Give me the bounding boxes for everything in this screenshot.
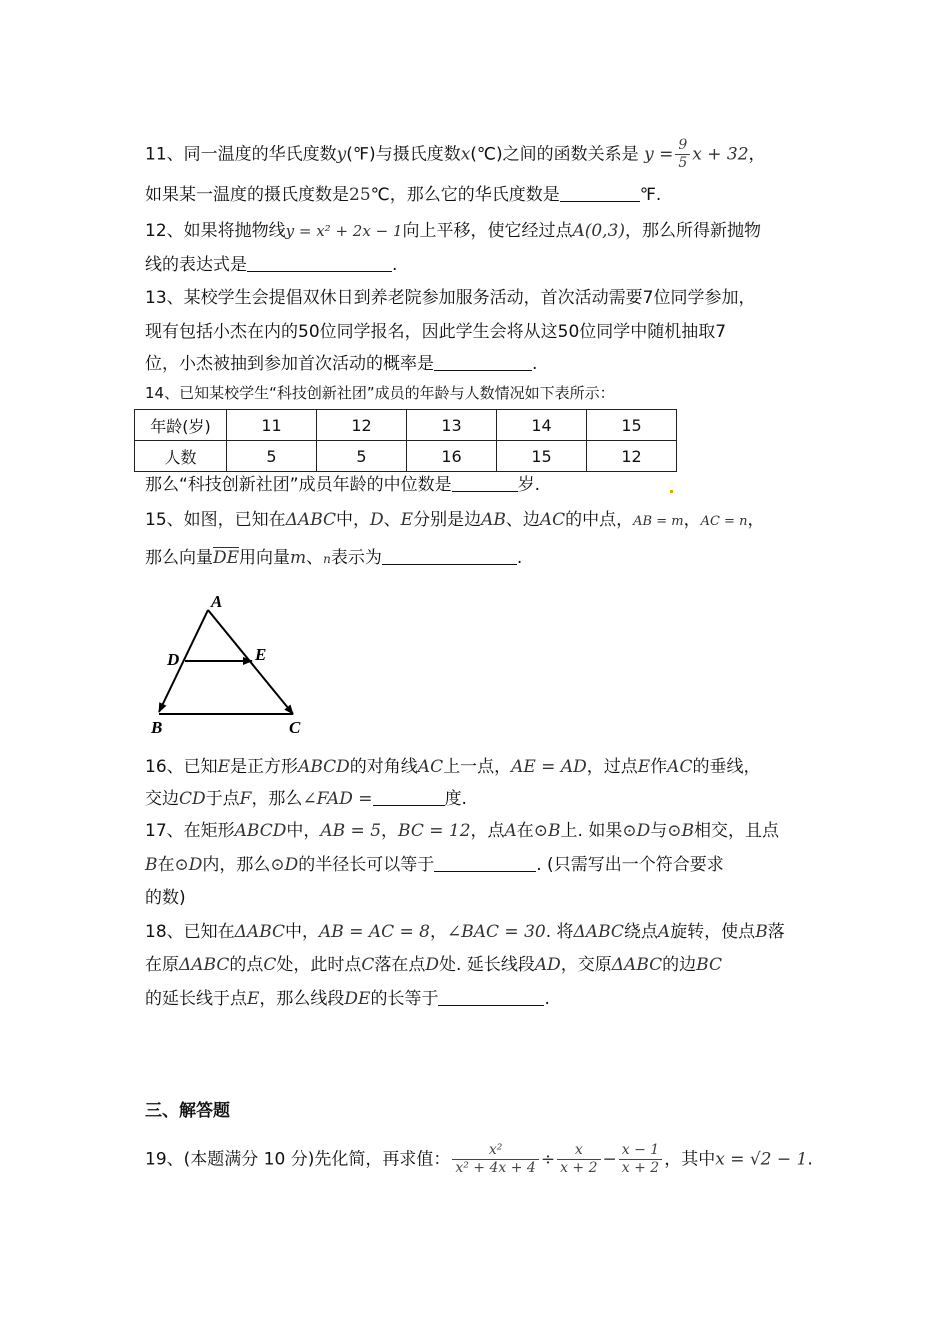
q19-punct: . [807, 1149, 813, 1170]
q12-line2 [145, 253, 825, 277]
q15-sep: 、 [306, 548, 324, 568]
q14-intro: 14、已知某校学生“科技创新社团”成员的年龄与人数情况如下表所示： [145, 384, 615, 402]
q11-text: 11、同一温度的华氏度数 [145, 144, 337, 165]
q17-text: 在 [157, 855, 175, 875]
q17-text: 上. 如果 [560, 821, 623, 841]
q15-text: 表示为 [330, 548, 382, 568]
q11-unit-f: (℉) [346, 144, 376, 165]
q15-m: m [290, 548, 307, 568]
q19-f1-num: x² [452, 1142, 538, 1160]
q15-eq2: AC = n [700, 514, 748, 529]
q18-text: 落 [767, 922, 785, 942]
q11-temp: 25 [349, 185, 371, 205]
q18-text: 在原 [145, 955, 179, 975]
q15-e: E [400, 510, 414, 530]
q18-text: 的点 [229, 955, 264, 975]
q16-text: ，过点 [586, 757, 638, 777]
q12-point: A(0,3) [572, 221, 626, 241]
q19-fraction-3 [619, 1142, 662, 1177]
label-e: E [255, 645, 267, 664]
q19-line [145, 1142, 825, 1177]
q16-abcd: ABCD [298, 757, 350, 777]
table-row [135, 441, 677, 472]
q11-answer-blank[interactable] [560, 183, 640, 202]
q17-text: 在 [516, 821, 534, 841]
q18-c: C [263, 955, 277, 975]
q16-ac: AC [417, 757, 444, 777]
q15-vector-de: $\overline{DE}$ [213, 548, 240, 568]
q19-text: ，其中 [664, 1149, 716, 1170]
q18-text: . 将 [545, 922, 574, 942]
q15-text: 分别是边 [413, 510, 482, 530]
q15-comma: ， [683, 510, 701, 530]
table-cell: 12 [587, 441, 677, 472]
table-cell: 5 [227, 441, 317, 472]
q18-c: C [361, 955, 375, 975]
q18-e: E [247, 989, 260, 1009]
q12-answer-blank[interactable] [247, 253, 392, 272]
q15-line1 [145, 508, 825, 534]
q15-text: 用向量 [239, 548, 291, 568]
q16-text: 于点 [205, 789, 240, 809]
q11-line1 [145, 137, 825, 172]
label-a: A [211, 592, 223, 611]
q17-line2 [145, 853, 825, 877]
q16-text: 作 [650, 757, 668, 777]
q11-punct: ， [748, 144, 766, 165]
q17-text: 相交，且点 [693, 821, 779, 841]
q16-eq: AE = AD [511, 757, 587, 777]
q19-f2-den: x + 2 [560, 1160, 598, 1176]
q17-text: 内，那么 [202, 855, 271, 875]
q16-text: ，那么 [251, 789, 303, 809]
q19-f3-den: x + 2 [621, 1160, 660, 1176]
q11-formula-lhs: y = [644, 144, 674, 165]
q11-var-x: x [460, 144, 471, 165]
table-cell: 11 [227, 410, 317, 441]
q16-answer-blank[interactable] [373, 787, 445, 806]
q16-angle: ∠FAD = [302, 789, 373, 809]
q15-eq1: AB = m [633, 514, 684, 529]
q18-line2 [145, 953, 825, 977]
q11-line2 [145, 183, 825, 207]
q15-text: 的中点， [565, 510, 634, 530]
q16-text: 的垂线， [692, 757, 761, 777]
q18-text: ，交原 [560, 955, 612, 975]
q12-text: 线的表达式是 [145, 255, 247, 275]
q19-minus: − [602, 1149, 617, 1170]
table-header-age: 年龄(岁) [135, 410, 227, 441]
q15-text: 15、如图，已知在 [145, 510, 286, 530]
q18-text: 绕点 [623, 922, 658, 942]
q19-f3-num: x − 1 [619, 1142, 662, 1160]
q11-frac-num: 9 [675, 137, 690, 155]
q12-text: 向上平移，使它经过点 [402, 221, 573, 241]
q12-text: ，那么所得新抛物 [625, 221, 762, 241]
q17-bc: BC = 12 [398, 821, 471, 841]
section-title: 三、解答题 [145, 1101, 230, 1121]
q15-n: n [323, 552, 331, 566]
q17-answer-blank[interactable] [434, 853, 536, 872]
q17-circle-b: ⊙B [667, 821, 694, 841]
q13-line3 [145, 352, 825, 376]
q17-text: 的半径长可以等于 [298, 855, 435, 875]
q15-sep: 、 [383, 510, 401, 530]
q18-text: 的边 [662, 955, 697, 975]
q11-unit-end: ℉. [639, 185, 662, 205]
q11-text: 之间的函数关系是 [502, 144, 639, 165]
q16-line2 [145, 787, 825, 811]
q16-line1 [145, 755, 825, 779]
q16-text: 是正方形 [230, 757, 299, 777]
q18-text: 落在点 [374, 955, 426, 975]
q16-text: 上一点， [443, 757, 512, 777]
q15-text: 、边 [505, 510, 540, 530]
q18-ad: AD [534, 955, 561, 975]
q17-circle-d: ⊙D [622, 821, 651, 841]
q15-text: 中， [336, 510, 371, 530]
q17-circle-d: ⊙D [270, 855, 299, 875]
q16-text: 交边 [145, 789, 179, 809]
q13-punct: . [532, 354, 538, 374]
q12-punct: . [392, 255, 398, 275]
q18-de: DE [344, 989, 371, 1009]
q13-text: 位，小杰被抽到参加首次活动的概率是 [145, 354, 434, 374]
q15-d: D [370, 510, 384, 530]
q19-condition: x = √2 − 1 [715, 1149, 808, 1170]
q16-unit: 度. [444, 789, 467, 809]
q18-tri: ΔABC [611, 955, 663, 975]
q12-formula: y = x² + 2x − 1 [285, 222, 403, 240]
q18-text: 处. 延长线段 [439, 955, 535, 975]
q11-unit-c: (℃) [470, 144, 503, 165]
q18-bc: BC [696, 955, 722, 975]
q18-text: 的延长线于点 [145, 989, 247, 1009]
q19-div: ÷ [540, 1149, 556, 1170]
q19-f2-num: x [557, 1142, 600, 1160]
q18-a: A [657, 922, 671, 942]
q18-eq1: AB = AC = 8 [319, 922, 430, 942]
q18-tri: ΔABC [573, 922, 624, 942]
table-cell: 12 [317, 410, 407, 441]
q17-ab: AB = 5 [320, 821, 382, 841]
q16-e2: E [637, 757, 651, 777]
q17-text: 中， [286, 821, 321, 841]
table-header-count: 人数 [135, 441, 227, 472]
q11-fraction [675, 137, 690, 172]
table-cell: 16 [407, 441, 497, 472]
q17-abcd: ABCD [234, 821, 287, 841]
q18-text: 旋转，使点 [670, 922, 756, 942]
q12-line1 [145, 219, 825, 243]
q16-e: E [217, 757, 231, 777]
q16-text: 16、已知 [145, 757, 218, 777]
q11-formula-rhs: x + 32 [692, 144, 749, 165]
q18-answer-blank[interactable] [438, 987, 544, 1006]
q13-line2: 现有包括小杰在内的50位同学报名，因此学生会将从这50位同学中随机抽取7 [145, 322, 727, 342]
table-cell: 15 [497, 441, 587, 472]
q15-triangle-figure [145, 590, 325, 740]
q18-comma: ， [430, 922, 447, 942]
q17-note: . (只需写出一个符合要求 [536, 855, 724, 875]
q15-punct: ， [747, 510, 765, 530]
q18-line3 [145, 987, 825, 1011]
q17-circle-d: ⊙D [174, 855, 203, 875]
table-cell: 13 [407, 410, 497, 441]
q14-unit: 岁. [517, 475, 541, 495]
q11-text: 与摄氏度数 [375, 144, 461, 165]
q18-text: 中， [285, 922, 320, 942]
q18-tri: ΔABC [234, 922, 286, 942]
q17-line1 [145, 819, 825, 843]
q16-f: F [239, 789, 252, 809]
q11-text: ℃，那么它的华氏度数是 [370, 185, 560, 205]
q11-var-y: y [336, 144, 347, 165]
q17-text: ，点 [470, 821, 505, 841]
q15-ac: AC [539, 510, 566, 530]
q17-b: B [145, 855, 158, 875]
q14-after [145, 473, 825, 497]
q18-line1 [145, 920, 825, 944]
q18-text: 18、已知在 [145, 922, 235, 942]
q17-text: 17、在矩形 [145, 821, 235, 841]
stray-mark [670, 490, 673, 493]
table-cell: 14 [497, 410, 587, 441]
label-b: B [151, 718, 163, 737]
q15-punct: . [516, 548, 523, 568]
q17-line3: 的数) [145, 888, 186, 908]
q16-ac2: AC [667, 757, 693, 777]
table-cell: 5 [317, 441, 407, 472]
label-d: D [167, 650, 180, 669]
q16-text: 的对角线 [349, 757, 418, 777]
q17-a: A [504, 821, 517, 841]
q15-line2 [145, 546, 825, 571]
q15-text: 那么向量 [145, 548, 213, 568]
q17-text: 与 [650, 821, 668, 841]
q19-fraction-1 [452, 1142, 538, 1177]
q19-text: 19、(本题满分 10 分)先化简，再求值： [145, 1149, 451, 1170]
q13-answer-blank[interactable] [434, 352, 532, 371]
label-c: C [289, 718, 301, 737]
q18-punct: . [544, 989, 550, 1009]
q16-cd: CD [179, 789, 206, 809]
q14-text: 那么“科技创新社团”成员年龄的中位数是 [145, 475, 452, 495]
table-row [135, 410, 677, 441]
q18-text: 处，此时点 [276, 955, 362, 975]
q14-age-table [134, 409, 677, 472]
q18-d: D [425, 955, 440, 975]
q15-ab: AB [481, 510, 506, 530]
q11-frac-den: 5 [678, 155, 688, 171]
q12-text: 12、如果将抛物线 [145, 221, 286, 241]
table-cell: 15 [587, 410, 677, 441]
q18-eq2: ∠BAC = 30 [447, 922, 546, 942]
q14-answer-blank[interactable] [452, 473, 518, 492]
q13-line1: 13、某校学生会提倡双休日到养老院参加服务活动，首次活动需要7位同学参加， [145, 288, 756, 308]
q19-fraction-2 [557, 1142, 600, 1177]
q19-f1-den: x² + 4x + 4 [455, 1160, 536, 1176]
q18-tri: ΔABC [179, 955, 230, 975]
q17-circle-b: ⊙B [533, 821, 561, 841]
q18-text: 的长等于 [370, 989, 439, 1009]
q18-b: B [755, 922, 768, 942]
q15-answer-blank[interactable] [382, 546, 517, 565]
q11-text: 如果某一温度的摄氏度数是 [145, 185, 349, 205]
q18-text: ，那么线段 [259, 989, 345, 1009]
q15-tri: ΔABC [285, 510, 337, 530]
q17-comma: ， [381, 821, 399, 841]
